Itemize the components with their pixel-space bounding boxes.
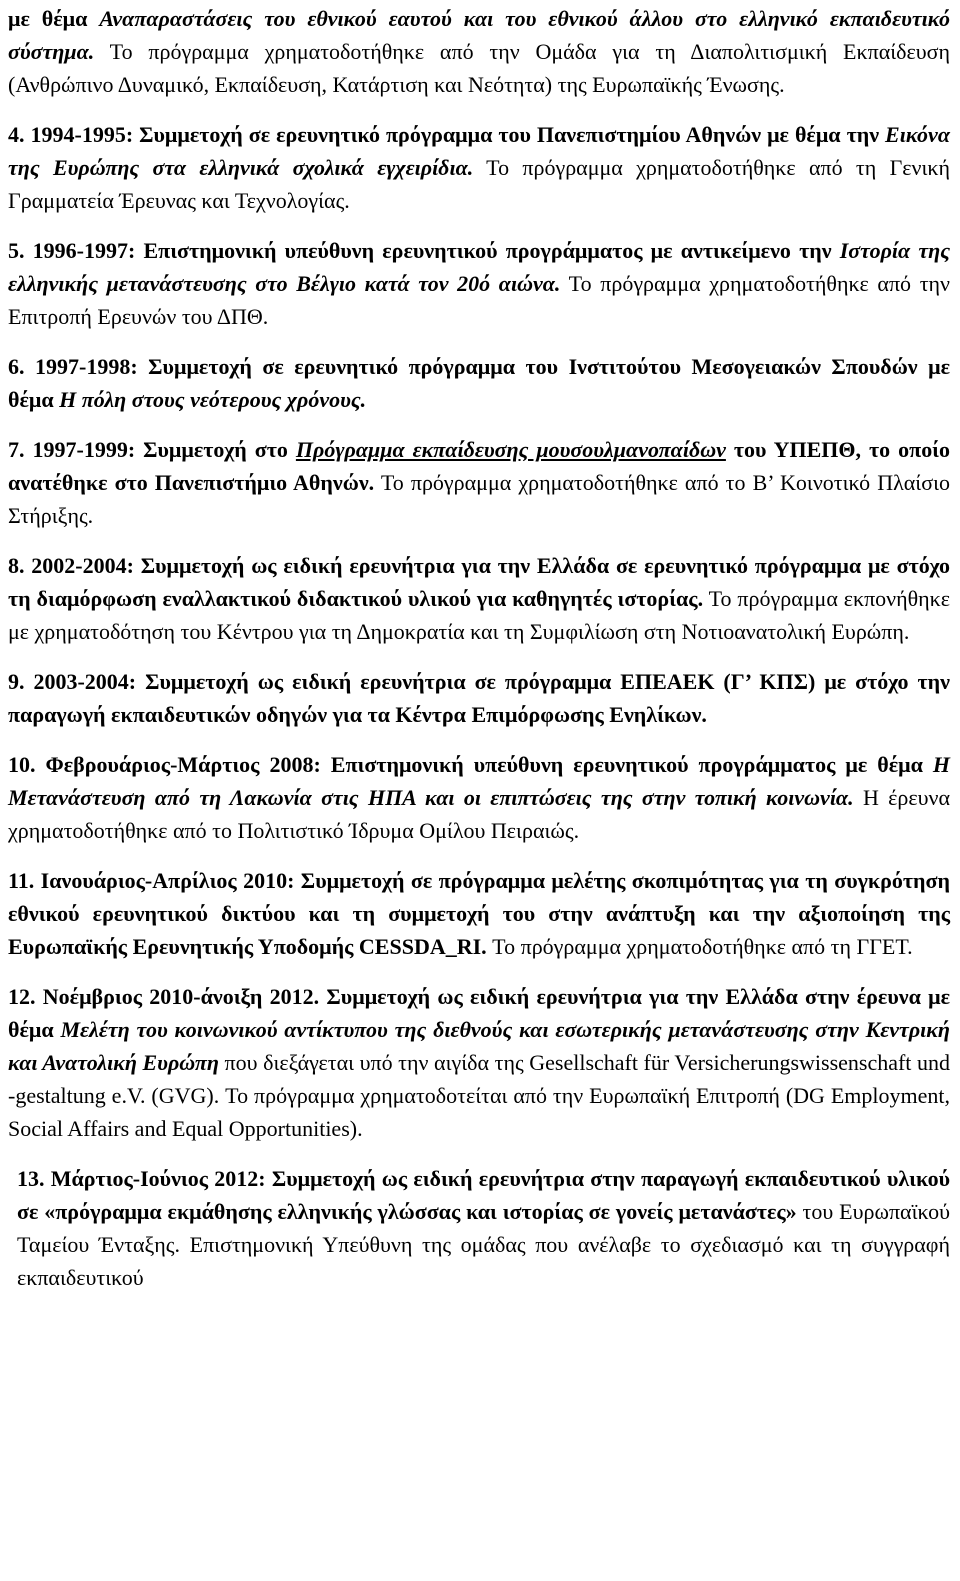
- text-segment: Η πόλη στους νεότερους χρόνους.: [59, 387, 367, 412]
- text-segment: 6. 1997-1998: Συμμετοχή σε ερευνητικό πρόγραμμα του Ινστιτούτου Μεσογειακών Σπουδών με θέμα: [8, 354, 950, 412]
- text-segment: Η έρευνα χρηματοδοτήθηκε από το Πολιτιστικό Ίδρυμα Ομίλου Πειραιώς.: [8, 785, 950, 843]
- text-segment: 10. Φεβρουάριος-Μάρτιος 2008: Επιστημονική υπεύθυνη ερευνητικού προγράμματος με θέμα: [8, 752, 933, 777]
- text-segment: του Ευρωπαϊκού Ταμείου Ένταξης. Επιστημονική Υπεύθυνη της ομάδας που ανέλαβε το σχεδιασμό και τη συγγραφή εκπαιδευτικού: [17, 1199, 950, 1290]
- text-segment: Το πρόγραμμα χρηματοδοτήθηκε από την Επιτροπή Ερευνών του ΔΠΘ.: [8, 271, 950, 329]
- text-segment: Το πρόγραμμα χρηματοδοτήθηκε από τη Γενική Γραμματεία Έρευνας και Τεχνολογίας.: [8, 155, 950, 213]
- paragraph-item-13: [8, 1162, 950, 1294]
- text-segment: 7. 1997-1999: Συμμετοχή στο: [8, 437, 296, 462]
- text-segment: 9. 2003-2004: Συμμετοχή ως ειδική ερευνήτρια σε πρόγραμμα ΕΠΕΑΕΚ (Γ’ ΚΠΣ) με στόχο την παραγωγή εκπαιδευτικών οδηγών για τα Κέντρα Επιμόρφωσης Ενηλίκων.: [8, 669, 950, 727]
- text-segment: Αναπαραστάσεις του εθνικού εαυτού και του εθνικού άλλου στο ελληνικό εκπαιδευτικό σύστημα.: [8, 6, 950, 64]
- paragraph-item-5: [8, 234, 950, 333]
- text-segment: με θέμα: [8, 6, 100, 31]
- paragraph-item-12: [8, 980, 950, 1145]
- paragraph-item-10: [8, 748, 950, 847]
- text-segment: Η Μετανάστευση από τη Λακωνία στις ΗΠΑ και οι επιπτώσεις της στην τοπική κοινωνία.: [8, 752, 950, 810]
- text-segment: Το πρόγραμμα χρηματοδοτήθηκε από τη ΓΓΕΤ.: [486, 934, 913, 959]
- text-segment: Το πρόγραμμα εκπονήθηκε με χρηματοδότηση του Κέντρου για τη Δημοκρατία και τη Συμφιλίωση στη Νοτιοανατολική Ευρώπη.: [8, 586, 950, 644]
- text-segment: 5. 1996-1997: Επιστημονική υπεύθυνη ερευνητικού προγράμματος με αντικείμενο την: [8, 238, 840, 263]
- paragraph-item-7: [8, 433, 950, 532]
- paragraph-item-11: [8, 864, 950, 963]
- text-segment: του ΥΠΕΠΘ, το οποίο ανατέθηκε στο Πανεπιστήμιο Αθηνών.: [8, 437, 951, 495]
- text-segment: που διεξάγεται υπό την αιγίδα της Gesellschaft für Versicherungswissenschaft und -gestaltung e.V. (GVG). Το πρόγραμμα χρηματοδοτείται από την Ευρωπαϊκή Επιτροπή (DG Employment, Social Affairs and Equal Opportunities).: [8, 1050, 950, 1141]
- text-segment: Ιστορία της ελληνικής μετανάστευσης στο Βέλγιο κατά τον 20ό αιώνα.: [8, 238, 950, 296]
- text-segment: 13. Μάρτιος-Ιούνιος 2012: Συμμετοχή ως ειδική ερευνήτρια στην παραγωγή εκπαιδευτικού υλικού σε «πρόγραμμα εκμάθησης ελληνικής γλώσσας και ιστορίας σε γονείς μετανάστες»: [17, 1166, 950, 1224]
- paragraph-item-4: [8, 118, 950, 217]
- text-segment: 4. 1994-1995: Συμμετοχή σε ερευνητικό πρόγραμμα του Πανεπιστημίου Αθηνών με θέμα την: [8, 122, 886, 147]
- paragraph-intro: [8, 2, 950, 101]
- text-segment: 11. Ιανουάριος-Απρίλιος 2010: Συμμετοχή σε πρόγραμμα μελέτης σκοπιμότητας για τη συγκρότηση εθνικού ερευνητικού δικτύου και τη συμμετοχή του στην ανάπτυξη και την αξιοποίηση της Ευρωπαϊκής Ερευνητικής Υποδομής CESSDA_RI.: [8, 868, 950, 959]
- text-segment: Μελέτη του κοινωνικού αντίκτυπου της διεθνούς και εσωτερικής μετανάστευσης στην Κεντρική και Ανατολική Ευρώπη: [8, 1017, 950, 1075]
- text-segment: Πρόγραμμα εκπαίδευσης μουσουλμανοπαίδων: [295, 437, 726, 462]
- text-segment: Εικόνα της Ευρώπης στα ελληνικά σχολικά εγχειρίδια.: [8, 122, 950, 180]
- text-segment: 8. 2002-2004: Συμμετοχή ως ειδική ερευνήτρια για την Ελλάδα σε ερευνητικό πρόγραμμα με στόχο τη διαμόρφωση εναλλακτικού διδακτικού υλικού για καθηγητές ιστορίας.: [8, 553, 950, 611]
- paragraph-item-9: [8, 665, 950, 731]
- paragraph-item-6: [8, 350, 950, 416]
- text-segment: Το πρόγραμμα χρηματοδοτήθηκε από το Β’ Κοινοτικό Πλαίσιο Στήριξης.: [8, 470, 950, 528]
- paragraph-item-8: [8, 549, 950, 648]
- text-segment: 12. Νοέμβριος 2010-άνοιξη 2012. Συμμετοχή ως ειδική ερευνήτρια για την Ελλάδα στην έρευνα με θέμα: [8, 984, 950, 1042]
- text-segment: Το πρόγραμμα χρηματοδοτήθηκε από την Ομάδα για τη Διαπολιτισμική Εκπαίδευση (Ανθρώπινο Δυναμικό, Εκπαίδευση, Κατάρτιση και Νεότητα) της Ευρωπαϊκής Ένωσης.: [8, 39, 950, 97]
